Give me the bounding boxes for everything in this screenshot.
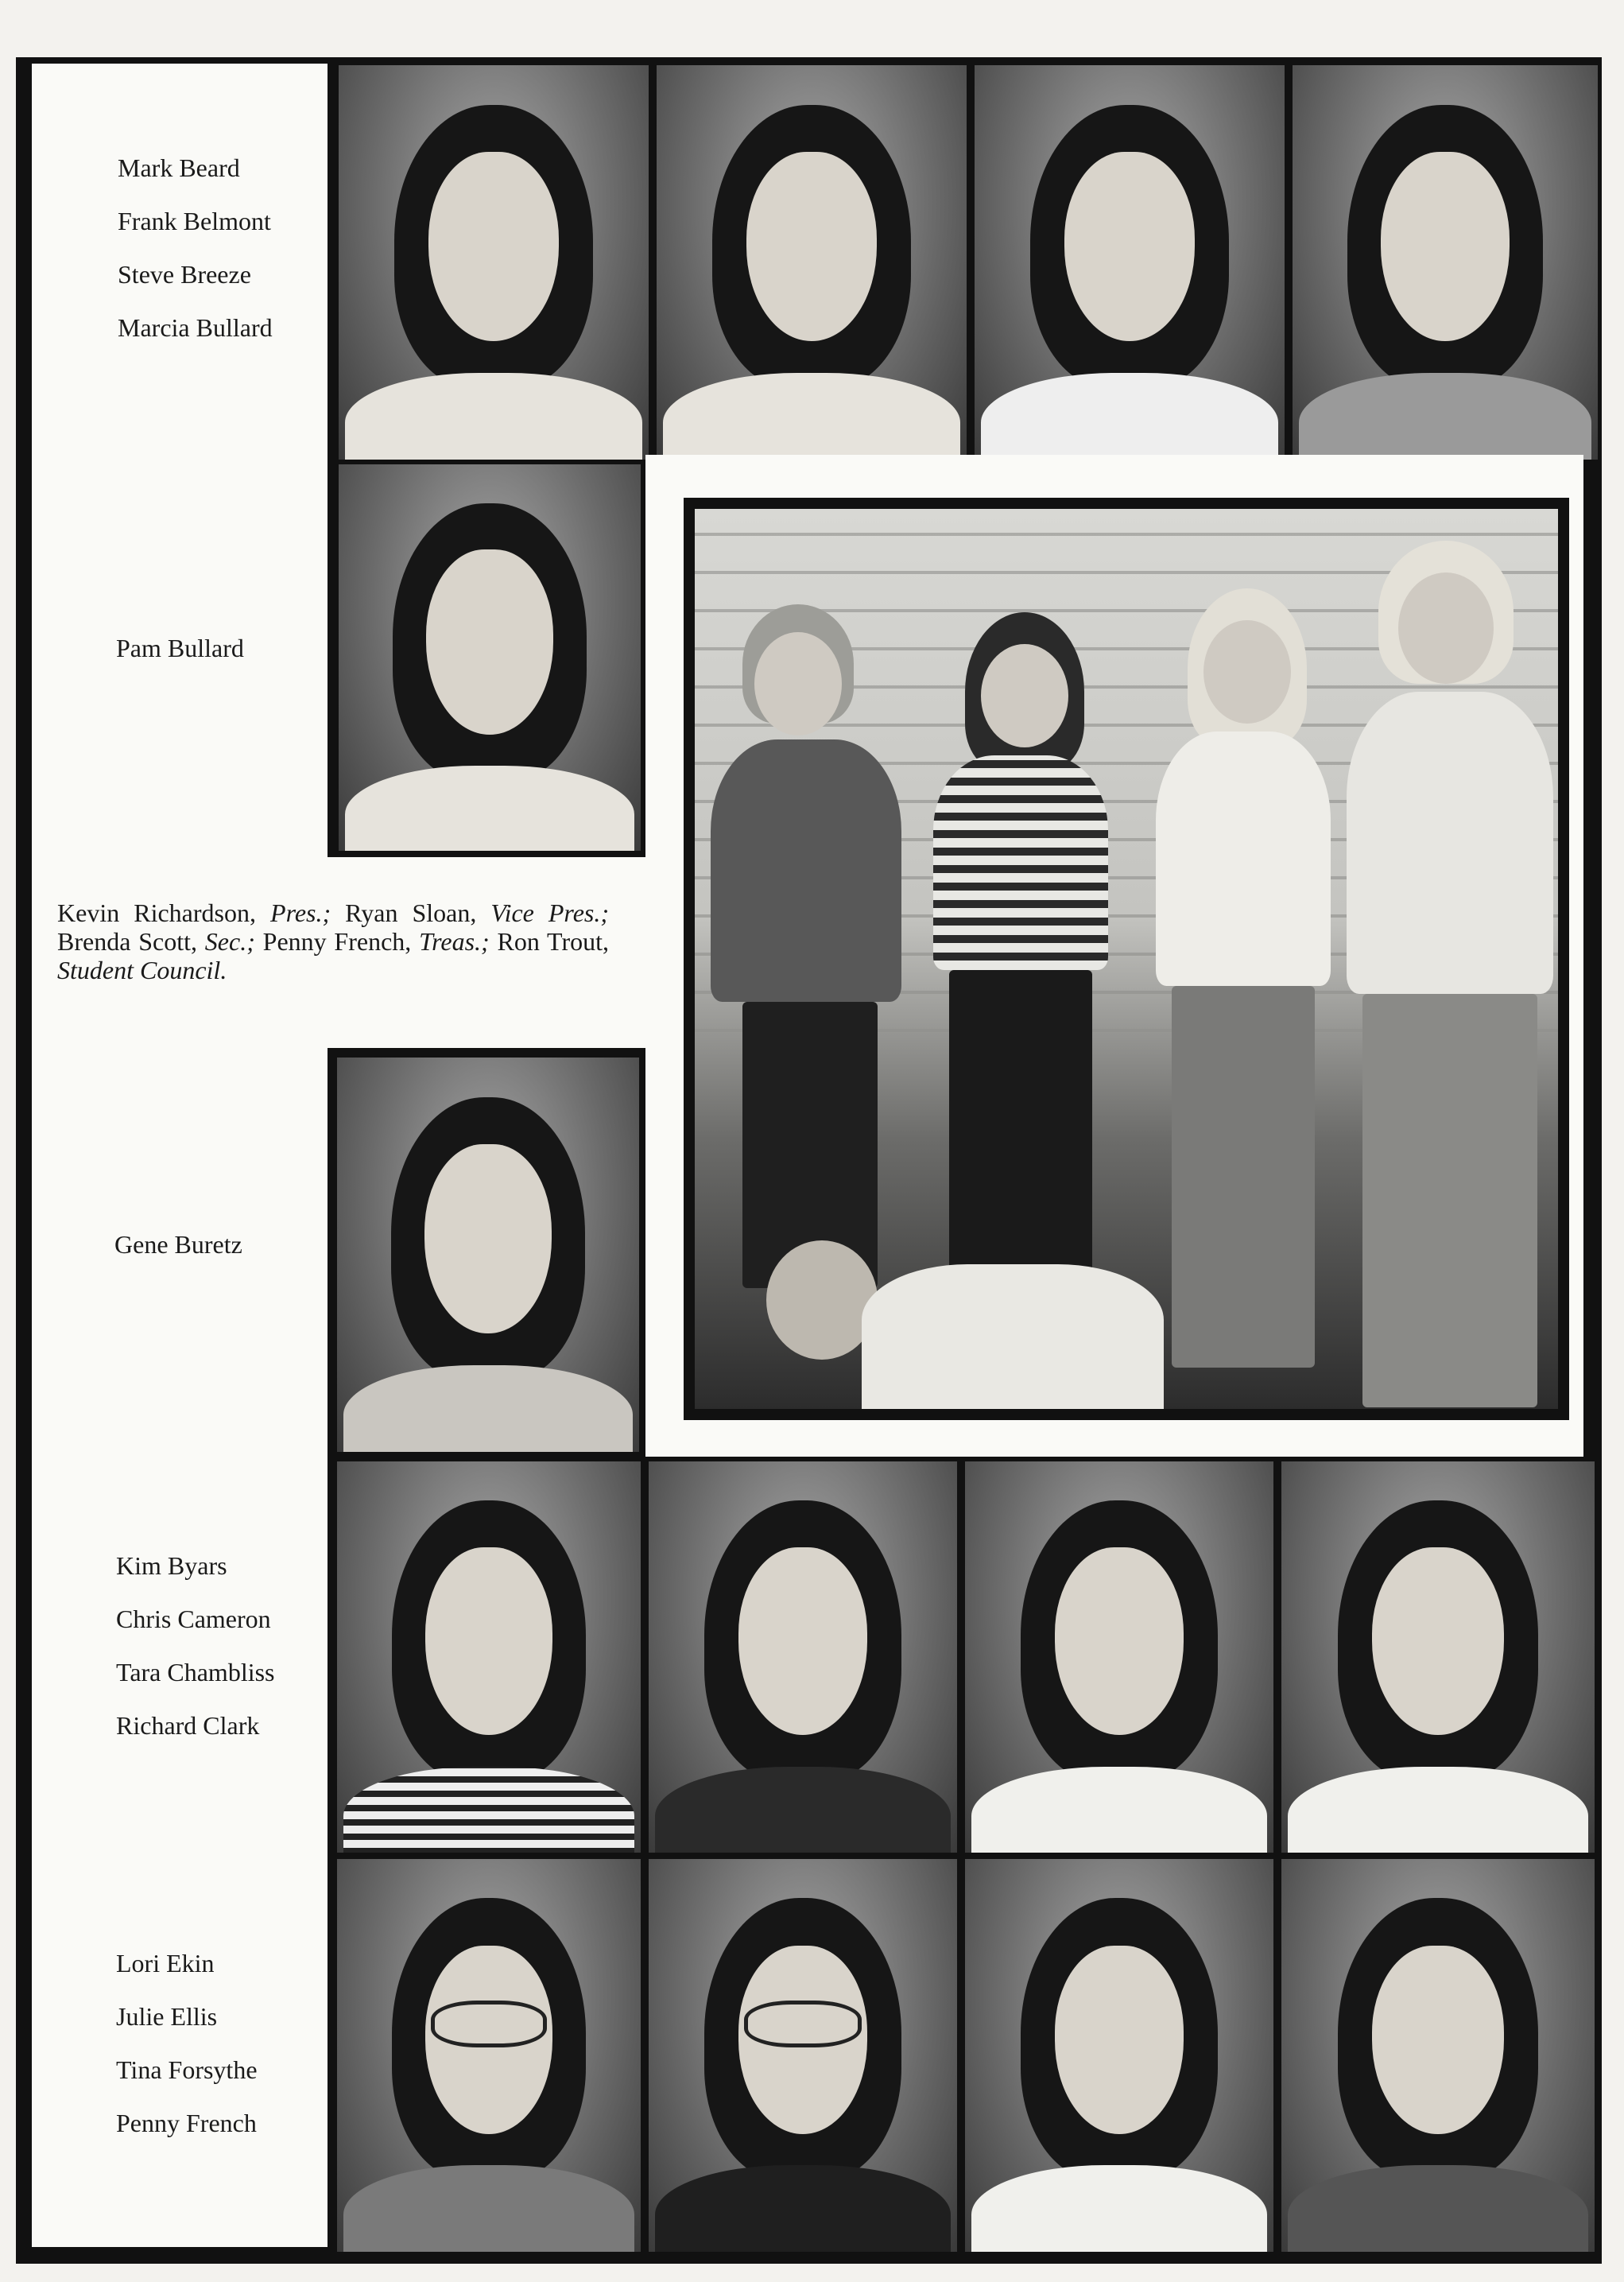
portrait-richard-clark bbox=[1281, 1461, 1595, 1853]
student-name: Gene Buretz bbox=[114, 1230, 242, 1259]
officer-figure bbox=[1347, 541, 1558, 1409]
portrait-steve-breeze bbox=[975, 65, 1285, 460]
portrait-tina-forsythe bbox=[965, 1859, 1273, 2252]
student-name: Kim Byars bbox=[116, 1551, 227, 1580]
caption-name: Ryan Sloan, bbox=[345, 898, 477, 927]
student-name: Lori Ekin bbox=[116, 1949, 215, 1977]
caption-name: Penny French, bbox=[262, 927, 412, 956]
student-name: Tina Forsythe bbox=[116, 2055, 258, 2084]
caption-name: Ron Trout, bbox=[497, 927, 610, 956]
student-name: Steve Breeze bbox=[118, 260, 251, 289]
portrait-kim-byars bbox=[337, 1461, 641, 1853]
portrait-gene-buretz bbox=[337, 1058, 639, 1452]
officers-group-photo bbox=[695, 509, 1558, 1409]
student-name: Richard Clark bbox=[116, 1711, 260, 1740]
name-column bbox=[32, 64, 328, 2247]
student-name: Julie Ellis bbox=[116, 2002, 218, 2031]
portrait-chris-cameron bbox=[649, 1461, 957, 1853]
student-name: Marcia Bullard bbox=[118, 313, 273, 342]
student-name: Chris Cameron bbox=[116, 1605, 271, 1633]
officer-figure-kneeling bbox=[766, 1224, 1164, 1409]
portrait-marcia-bullard bbox=[1293, 65, 1598, 460]
caption-role: Vice Pres.; bbox=[490, 898, 610, 927]
name-list-row-5 bbox=[116, 1937, 258, 2150]
officer-figure bbox=[1140, 588, 1347, 1384]
caption-role: Pres.; bbox=[270, 898, 331, 927]
officers-caption bbox=[57, 898, 609, 984]
student-name: Tara Chambliss bbox=[116, 1658, 275, 1686]
name-list-row-2 bbox=[116, 622, 244, 675]
caption-role: Student Council. bbox=[57, 956, 227, 984]
student-name: Penny French bbox=[116, 2109, 257, 2137]
portrait-julie-ellis bbox=[649, 1859, 957, 2252]
caption-role: Sec.; bbox=[204, 927, 255, 956]
portrait-frank-belmont bbox=[657, 65, 967, 460]
student-name: Mark Beard bbox=[118, 153, 240, 182]
name-list-row-4 bbox=[116, 1539, 275, 1752]
name-list-row-3 bbox=[114, 1218, 242, 1271]
portrait-tara-chambliss bbox=[965, 1461, 1273, 1853]
caption-role: Treas.; bbox=[419, 927, 490, 956]
portrait-lori-ekin bbox=[337, 1859, 641, 2252]
student-name: Pam Bullard bbox=[116, 634, 244, 662]
student-name: Frank Belmont bbox=[118, 207, 271, 235]
caption-name: Brenda Scott, bbox=[57, 927, 197, 956]
portrait-penny-french bbox=[1281, 1859, 1595, 2252]
name-list-row-1 bbox=[118, 142, 273, 355]
portrait-mark-beard bbox=[339, 65, 649, 460]
caption-name: Kevin Richardson, bbox=[57, 898, 256, 927]
portrait-pam-bullard bbox=[339, 464, 641, 851]
